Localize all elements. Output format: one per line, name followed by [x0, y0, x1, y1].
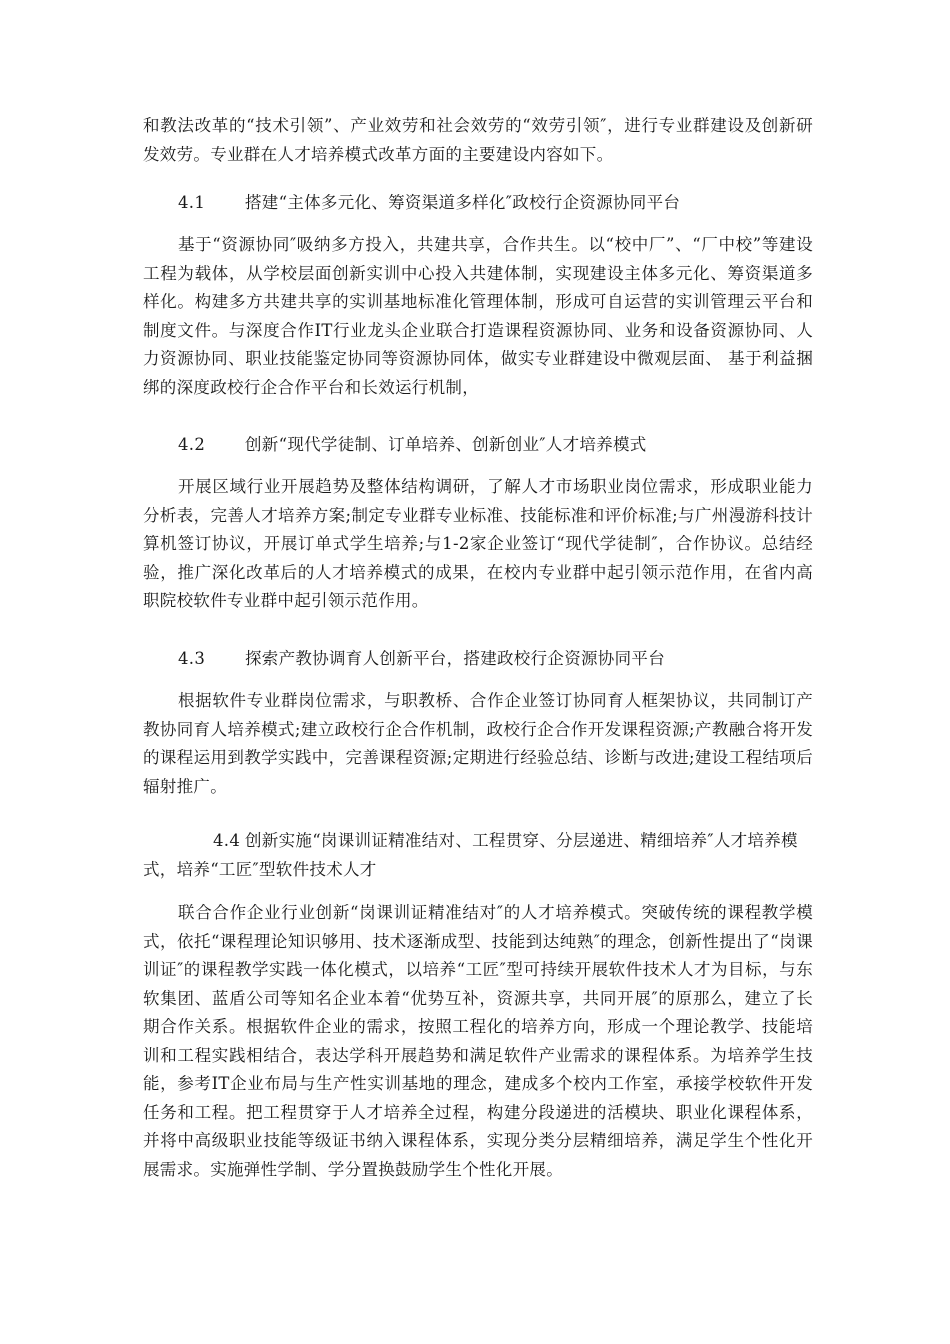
section-heading-4-1 [178, 189, 818, 218]
section-number: 4.4 [213, 831, 241, 850]
section-heading-4-3 [178, 645, 818, 674]
section-title: 创新“现代学徒制、订单培养、创新创业″人才培养模式 [245, 435, 647, 454]
section-title: 创新实施“岗课训证精准结对、工程贯穿、分层递进、精细培养″人才培养模式，培养“工匠″型软件技术人才 [143, 831, 798, 879]
paragraph-craftsman-model: 联合合作企业行业创新“岗课训证精准结对″的人才培养模式。突破传统的课程教学模式，依托“课程理论知识够用、技术逐渐成型、技能到达纯熟″的理念，创新性提出了“岗课训证″的课程教学实践一体化模式，以培养“工匠″型可持续开展软件技术人才为目标，与东软集团、蓝盾公司等知名企业本着“优势互补，资源共享，共同开展″的原那么，建立了长期合作关系。根据软件企业的需求，按照工程化的培养方向，形成一个理论教学、技能培训和工程实践相结合，表达学科开展趋势和满足软件产业需求的课程体系。为培养学生技能，参考IT企业布局与生产性实训基地的理念，建成多个校内工作室，承接学校软件开发任务和工程。把工程贯穿于人才培养全过程，构建分段递进的活模块、职业化课程体系，并将中高级职业技能等级证书纳入课程体系，实现分类分层精细培养，满足学生个性化开展需求。实施弹性学制、学分置换鼓励学生个性化开展。 [143, 903, 813, 1179]
section-number: 4.2 [178, 435, 206, 454]
section-title: 搭建“主体多元化、筹资渠道多样化″政校行企资源协同平台 [245, 193, 681, 212]
paragraph-resource-synergy: 基于“资源协同″吸纳多方投入，共建共享，合作共生。以“校中厂”、“厂中校”等建设工程为载体，从学校层面创新实训中心投入共建体制，实现建设主体多元化、筹资渠道多样化。构建多方共建共享的实训基地标准化管理体制，形成可自运营的实训管理云平台和制度文件。与深度合作IT行业龙头企业联合打造课程资源协同、业务和设备资源协同、人力资源协同、职业技能鉴定协同等资源协同体，做实专业群建设中微观层面、 基于利益捆绑的深度政校行企合作平台和长效运行机制， [143, 235, 813, 397]
section-number: 4.3 [178, 649, 206, 668]
paragraph-talent-training: 开展区域行业开展趋势及整体结构调研，了解人才市场职业岗位需求，形成职业能力分析表，完善人才培养方案;制定专业群专业标准、技能标准和评价标准;与广州漫游科技计算机签订协议，开展订单式学生培养;与1-2家企业签订“现代学徒制″，合作协议。总结经验，推广深化改革后的人才培养模式的成果，在校内专业群中起引领示范作用，在省内高职院校软件专业群中起引领示范作用。 [143, 477, 813, 610]
paragraph-industry-education: 根据软件专业群岗位需求，与职教桥、合作企业签订协同育人框架协议，共同制订产教协同育人培养模式;建立政校行企合作机制，政校行企合作开发课程资源;产教融合将开发的课程运用到教学实践中，完善课程资源;定期进行经验总结、诊断与改进;建设工程结项后辐射推广。 [143, 691, 813, 796]
section-heading-4-4 [143, 827, 813, 884]
paragraph-intro-continued: 和教法改革的“技术引领”、产业效劳和社会效劳的“效劳引领″，进行专业群建设及创新研发效劳。专业群在人才培养模式改革方面的主要建设内容如下。 [143, 116, 813, 164]
section-title: 探索产教协调育人创新平台，搭建政校行企资源协同平台 [245, 649, 665, 668]
section-heading-4-2 [178, 431, 818, 460]
section-number: 4.1 [178, 193, 206, 212]
